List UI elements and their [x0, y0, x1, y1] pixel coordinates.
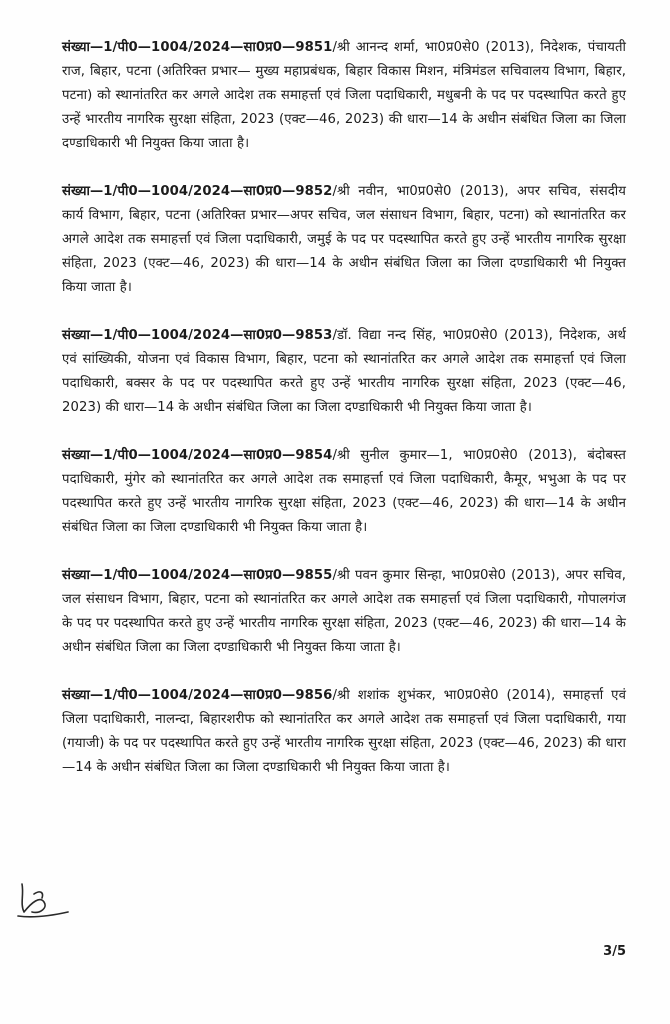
order-text: /डॉ. विद्या नन्द सिंह, भा0प्र0से0 (2013), निदेशक, अर्थ एवं सांख्यिकी, योजना एवं विकास विभाग, बिहार, पटना को स्थानांतरित कर अगले आदेश तक समाहर्त्ता एवं जिला पदाधिकारी, बक्सर के पद पर पदस्थापित करते हुए उन्हें भारतीय नागरिक सुरक्षा संहिता, 2023 (एक्ट—46, 2023) की धारा—14 के अधीन संबंधित जिला का जिला दण्डाधिकारी भी नियुक्त किया जाता है।	[62, 328, 626, 415]
order-text: /श्री शशांक शुभंकर, भा0प्र0से0 (2014), समाहर्त्ता एवं जिला पदाधिकारी, नालन्दा, बिहारशरीफ को स्थानांतरित कर अगले आदेश तक समाहर्त्ता एवं जिला पदाधिकारी, गया (गयाजी) के पद पर पदस्थापित करते हुए उन्हें भारतीय नागरिक सुरक्षा संहिता, 2023 (एक्ट—46, 2023) की धारा—14 के अधीन संबंधित जिला का जिला दण्डाधिकारी भी नियुक्त किया जाता है।	[62, 688, 626, 775]
handwritten-initials	[14, 872, 70, 922]
order-text: /श्री पवन कुमार सिन्हा, भा0प्र0से0 (2013), अपर सचिव, जल संसाधन विभाग, बिहार, पटना को स्थानांतरित कर अगले आदेश तक समाहर्त्ता एवं जिला पदाधिकारी, गोपालगंज के पद पर पदस्थापित करते हुए उन्हें भारतीय नागरिक सुरक्षा संहिता, 2023 (एक्ट—46, 2023) की धारा—14 के अधीन संबंधित जिला का जिला दण्डाधिकारी भी नियुक्त किया जाता है।	[62, 568, 626, 655]
order-paragraph-9851	[62, 36, 626, 156]
order-paragraph-9853	[62, 324, 626, 420]
order-text: /श्री सुनील कुमार—1, भा0प्र0से0 (2013), बंदोबस्त पदाधिकारी, मुंगेर को स्थानांतरित कर अगले आदेश तक समाहर्त्ता एवं जिला पदाधिकारी, कैमूर, भभुआ के पद पर पदस्थापित करते हुए उन्हें भारतीय नागरिक सुरक्षा संहिता, 2023 (एक्ट—46, 2023) की धारा—14 के अधीन संबंधित जिला का जिला दण्डाधिकारी भी नियुक्त किया जाता है।	[62, 448, 626, 535]
order-reference-number: संख्या—1/पी0—1004/2024—सा0प्र0—9855	[62, 568, 333, 583]
order-reference-number: संख्या—1/पी0—1004/2024—सा0प्र0—9854	[62, 448, 333, 463]
order-reference-number: संख्या—1/पी0—1004/2024—सा0प्र0—9852	[62, 184, 333, 199]
order-text: /श्री आनन्द शर्मा, भा0प्र0से0 (2013), निदेशक, पंचायती राज, बिहार, पटना (अतिरिक्त प्रभार— मुख्य महाप्रबंधक, बिहार विकास मिशन, मंत्रिमंडल सचिवालय विभाग, बिहार, पटना) को स्थानांतरित कर अगले आदेश तक समाहर्त्ता एवं जिला पदाधिकारी, मधुबनी के पद पर पदस्थापित करते हुए उन्हें भारतीय नागरिक सुरक्षा संहिता, 2023 (एक्ट—46, 2023) की धारा—14 के अधीन संबंधित जिला का जिला दण्डाधिकारी भी नियुक्त किया जाता है।	[62, 40, 626, 151]
order-text: /श्री नवीन, भा0प्र0से0 (2013), अपर सचिव, संसदीय कार्य विभाग, बिहार, पटना (अतिरिक्त प्रभार—अपर सचिव, जल संसाधन विभाग, बिहार, पटना) को स्थानांतरित कर अगले आदेश तक समाहर्त्ता एवं जिला पदाधिकारी, जमुई के पद पर पदस्थापित करते हुए उन्हें भारतीय नागरिक सुरक्षा संहिता, 2023 (एक्ट—46, 2023) की धारा—14 के अधीन संबंधित जिला का जिला दण्डाधिकारी भी नियुक्त किया जाता है।	[62, 184, 626, 295]
order-paragraph-9854	[62, 444, 626, 540]
order-reference-number: संख्या—1/पी0—1004/2024—सा0प्र0—9856	[62, 688, 333, 703]
order-paragraph-9855	[62, 564, 626, 660]
page-number: 3/5	[603, 944, 626, 959]
order-reference-number: संख्या—1/पी0—1004/2024—सा0प्र0—9851	[62, 40, 333, 55]
order-paragraph-9856	[62, 684, 626, 780]
order-reference-number: संख्या—1/पी0—1004/2024—सा0प्र0—9853	[62, 328, 333, 343]
order-paragraph-9852	[62, 180, 626, 300]
